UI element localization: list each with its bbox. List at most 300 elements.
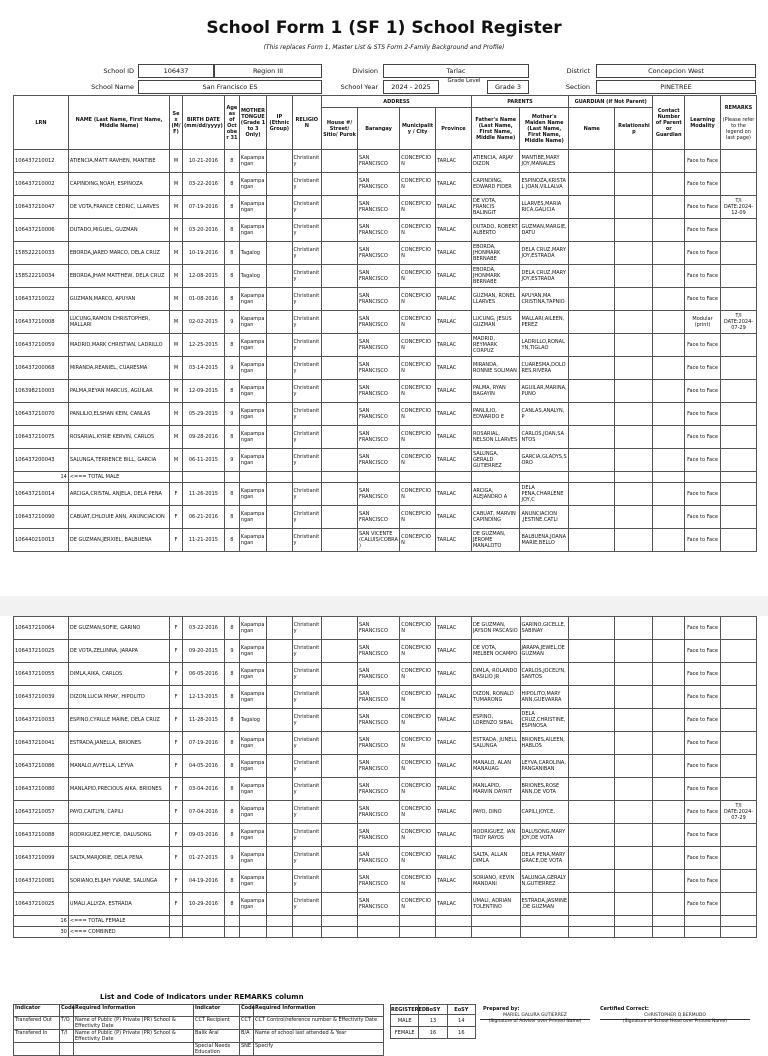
cell-remarks: T/I DATE:2024-07-29 <box>721 801 757 824</box>
cell-age: 8 <box>225 732 240 755</box>
empty-cell <box>720 472 756 483</box>
cell-remarks <box>720 506 756 529</box>
cell-guardian-name <box>569 380 615 403</box>
cell-age: 8 <box>225 709 240 732</box>
cell-province: TARLAC <box>436 893 472 916</box>
cell-province: TARLAC <box>436 265 472 288</box>
indicators-row <box>14 1017 384 1030</box>
cell-ip <box>267 801 292 824</box>
cell-guardian-relationship <box>615 617 653 640</box>
certified-correct-label: Certified Correct: <box>600 1006 649 1012</box>
cell-ip <box>267 529 292 552</box>
cell-mother-tongue: Kapampangan <box>239 288 266 311</box>
cell-barangay: SAN FRANCISCO <box>357 449 399 472</box>
cell-guardian-name <box>569 732 615 755</box>
cell-mother: GARCIA,GLADYS,SORO <box>520 449 569 472</box>
cell-sex: F <box>170 617 183 640</box>
cell-mother: CARLOS,JOCELYN,SANTOS <box>520 663 569 686</box>
empty-cell <box>170 472 183 483</box>
indicators-header-row <box>14 1005 384 1017</box>
cell-guardian-relationship <box>615 403 653 426</box>
form-subtitle: (This replaces Form 1, Master List & STS Form 2-Family Background and Profile) <box>263 44 505 51</box>
cell-mother-tongue: Kapampangan <box>239 196 266 219</box>
cell-father: UMALI, ADRIAN TOLENTINO <box>471 893 520 916</box>
cell-religion: Christianity <box>292 150 322 173</box>
cell-ip <box>267 357 292 380</box>
cell-contact <box>653 709 685 732</box>
table-row <box>14 801 757 824</box>
empty-cell <box>471 927 520 938</box>
cell-sex: M <box>170 242 183 265</box>
cell-remarks <box>720 357 756 380</box>
summary-count: 16 <box>14 916 69 927</box>
cell-age: 8 <box>225 196 240 219</box>
cell-guardian-name <box>569 847 615 870</box>
cell-remarks <box>720 173 756 196</box>
cell-barangay: SAN FRANCISCO <box>357 311 399 334</box>
indicators-cell: Special Needs Education <box>194 1043 240 1056</box>
cell-mother: ANUNCIACION ,JESTINE,CATLI <box>520 506 569 529</box>
empty-cell <box>292 916 322 927</box>
cell-mother: MALLARI,AILEEN,PEREZ <box>520 311 569 334</box>
cell-province: TARLAC <box>436 801 472 824</box>
table-row <box>14 483 757 506</box>
cell-religion: Christianity <box>292 709 322 732</box>
cell-guardian-relationship <box>615 242 653 265</box>
cell-mother-tongue: Kapampangan <box>239 380 266 403</box>
cell-province: TARLAC <box>436 709 472 732</box>
cell-ip <box>267 640 292 663</box>
cell-guardian-name <box>569 150 615 173</box>
cell-guardian-relationship <box>615 732 653 755</box>
cell-birth-date: 01-27-2015 <box>182 847 224 870</box>
table-row <box>14 617 757 640</box>
indicators-cell: SNE <box>240 1043 254 1056</box>
indicators-cell: T/O <box>60 1017 74 1030</box>
cell-lrn: 106437210047 <box>14 196 69 219</box>
cell-mother-tongue: Kapampangan <box>239 686 266 709</box>
cell-mother: DALUSONG,MARY JOY,DE VOTA <box>520 824 569 847</box>
cell-modality: Face to Face <box>685 288 721 311</box>
cell-father: DE GUZMAN, JEROME MANALOTO <box>471 529 520 552</box>
cell-guardian-relationship <box>615 847 653 870</box>
cell-municipality: CONCEPCION <box>400 426 436 449</box>
cell-ip <box>267 150 292 173</box>
cell-remarks <box>720 150 756 173</box>
empty-cell <box>520 472 569 483</box>
cell-mother: GARINO,GICELLE,SABINAY <box>520 617 569 640</box>
empty-cell <box>721 927 757 938</box>
cell-age: 9 <box>225 357 240 380</box>
cell-modality: Face to Face <box>685 449 721 472</box>
cell-lrn: 158522210033 <box>14 242 69 265</box>
cell-religion: Christianity <box>292 357 322 380</box>
cell-province: TARLAC <box>436 686 472 709</box>
cell-sex: F <box>170 663 183 686</box>
cell-modality: Face to Face <box>685 617 721 640</box>
cell-guardian-relationship <box>615 265 653 288</box>
cell-father: DIMLA, ROLANDO BASILIO JR <box>471 663 520 686</box>
cell-province: TARLAC <box>436 506 472 529</box>
cell-modality: Face to Face <box>685 334 721 357</box>
cell-province: TARLAC <box>436 529 472 552</box>
cell-father: PALMA, RYAN BAGAYIN <box>471 380 520 403</box>
stats-cell: FEMALE <box>391 1027 419 1039</box>
cell-province: TARLAC <box>436 778 472 801</box>
cell-guardian-name <box>569 617 615 640</box>
cell-birth-date: 02-02-2015 <box>182 311 224 334</box>
col-address: ADDRESS <box>322 96 472 108</box>
cell-guardian-relationship <box>615 357 653 380</box>
cell-sex: F <box>170 732 183 755</box>
cell-religion: Christianity <box>292 663 322 686</box>
cell-guardian-relationship <box>615 196 653 219</box>
cell-mother: DELA CRUZ,MARY JOY,ESTRADA <box>520 242 569 265</box>
table-row <box>14 265 757 288</box>
cell-ip <box>267 824 292 847</box>
cell-remarks <box>721 778 757 801</box>
empty-cell <box>292 472 322 483</box>
cell-contact <box>653 173 685 196</box>
cell-province: TARLAC <box>436 755 472 778</box>
cell-province: TARLAC <box>436 357 472 380</box>
col-father: Father's Name (Last Name, First Name, Middle Name) <box>471 108 520 150</box>
cell-guardian-relationship <box>615 426 653 449</box>
cell-contact <box>653 288 685 311</box>
cell-father: DE VOTA, FRANCIS BALINGIT <box>471 196 520 219</box>
cell-religion: Christianity <box>292 824 322 847</box>
cell-modality: Face to Face <box>685 483 721 506</box>
table-row <box>14 449 757 472</box>
empty-cell <box>239 916 266 927</box>
table-row <box>14 640 757 663</box>
cell-remarks <box>720 334 756 357</box>
cell-barangay: SAN FRANCISCO <box>358 893 400 916</box>
col-age: Age as of October 31 <box>225 96 240 150</box>
table-row <box>14 847 757 870</box>
empty-cell <box>615 916 653 927</box>
table-row <box>14 150 757 173</box>
indicators-cell: Transfered In <box>14 1030 60 1043</box>
cell-age: 8 <box>225 334 240 357</box>
table-row <box>14 288 757 311</box>
cell-modality: Face to Face <box>685 380 721 403</box>
col-mother: Mother's Maiden Name (Last Name, First Name, Middle Name) <box>520 108 569 150</box>
cell-ip <box>267 663 292 686</box>
cell-sex: F <box>170 506 183 529</box>
cell-municipality: CONCEPCION <box>400 506 436 529</box>
cell-guardian-name <box>569 663 615 686</box>
cell-remarks <box>721 686 757 709</box>
cell-lrn: 106437210064 <box>14 617 69 640</box>
cell-mother: CANLAS,ANALYN,P <box>520 403 569 426</box>
indicators-header-cell: Required Information <box>254 1005 384 1017</box>
cell-barangay: SAN FRANCISCO <box>358 801 400 824</box>
cell-house <box>322 686 358 709</box>
cell-mother-tongue: Kapampangan <box>239 617 266 640</box>
district-value: Concepcion West <box>596 64 756 78</box>
cell-age: 8 <box>225 893 240 916</box>
cell-barangay: SAN FRANCISCO <box>357 483 399 506</box>
cell-religion: Christianity <box>292 426 322 449</box>
cell-father: MANALO, ALAN MANAUAG <box>471 755 520 778</box>
cell-ip <box>267 617 292 640</box>
empty-cell <box>225 916 240 927</box>
cell-age: 8 <box>225 483 240 506</box>
cell-mother: DELA PENA,MARY GRACE,DE VOTA <box>520 847 569 870</box>
cell-father: EBORDA, JHONMARK BERNABE <box>471 242 520 265</box>
cell-ip <box>267 265 292 288</box>
cell-house <box>322 893 358 916</box>
summary-label: <=== COMBINED <box>68 927 169 938</box>
empty-cell <box>569 472 615 483</box>
cell-name: DE VOTA,FRANCE CEDRIC, LLARVES <box>68 196 169 219</box>
cell-lrn: 106437210041 <box>14 732 69 755</box>
cell-father: MADRID, REYMARK CORPUZ <box>471 334 520 357</box>
cell-modality: Face to Face <box>685 357 721 380</box>
cell-province: TARLAC <box>436 732 472 755</box>
cell-mother-tongue: Tagalog <box>239 709 266 732</box>
cell-guardian-relationship <box>615 663 653 686</box>
district-label: District <box>566 67 590 75</box>
table-row <box>14 870 757 893</box>
cell-age: 8 <box>225 173 240 196</box>
cell-guardian-name <box>569 529 615 552</box>
cell-modality: Face to Face <box>685 801 721 824</box>
cell-province: TARLAC <box>436 870 472 893</box>
cell-lrn: 106437210012 <box>14 150 69 173</box>
cell-remarks <box>720 219 756 242</box>
cell-guardian-name <box>569 403 615 426</box>
cell-religion: Christianity <box>292 196 322 219</box>
cell-house <box>322 755 358 778</box>
cell-mother: DELA CRUZ,MARY JOY,ESTRADA <box>520 265 569 288</box>
cell-sex: M <box>170 173 183 196</box>
cell-barangay: SAN FRANCISCO <box>357 426 399 449</box>
cell-municipality: CONCEPCION <box>400 219 436 242</box>
empty-cell <box>358 916 400 927</box>
cell-mother: CUARESMA,DOLORES,RIVERA <box>520 357 569 380</box>
table-row <box>14 732 757 755</box>
cell-modality: Face to Face <box>685 755 721 778</box>
col-province: Province <box>436 108 472 150</box>
cell-remarks <box>721 640 757 663</box>
cell-modality: Face to Face <box>685 242 721 265</box>
cell-municipality: CONCEPCION <box>400 242 436 265</box>
cell-municipality: CONCEPCION <box>400 663 436 686</box>
cell-mother-tongue: Kapampangan <box>239 173 266 196</box>
cell-age: 8 <box>225 426 240 449</box>
school-id-label: School ID <box>103 67 134 75</box>
indicators-cell: Specify <box>254 1043 384 1056</box>
cell-guardian-name <box>569 778 615 801</box>
cell-municipality: CONCEPCION <box>400 617 436 640</box>
registered-stats-table <box>390 1004 476 1039</box>
cell-lrn: 106437210008 <box>14 311 69 334</box>
cell-house <box>322 426 358 449</box>
cell-lrn: 106437210002 <box>14 173 69 196</box>
stats-cell: 13 <box>419 1015 447 1027</box>
cell-age: 8 <box>225 219 240 242</box>
cell-contact <box>653 617 685 640</box>
cell-religion: Christianity <box>292 311 322 334</box>
cell-lrn: 106437210059 <box>14 334 69 357</box>
cell-barangay: SAN FRANCISCO <box>358 709 400 732</box>
cell-mother-tongue: Kapampangan <box>239 529 266 552</box>
cell-barangay: SAN FRANCISCO <box>357 357 399 380</box>
stats-row <box>391 1015 476 1027</box>
cell-contact <box>653 506 685 529</box>
stats-cell: 16 <box>447 1027 475 1039</box>
cell-modality: Face to Face <box>685 778 721 801</box>
cell-house <box>322 483 358 506</box>
cell-remarks <box>721 617 757 640</box>
cell-ip <box>267 778 292 801</box>
empty-cell <box>615 472 653 483</box>
cell-guardian-name <box>569 801 615 824</box>
cell-name: DE VOTA,ZELUNNA, JARAPA <box>68 640 169 663</box>
cell-barangay: SAN FRANCISCO <box>358 617 400 640</box>
cell-contact <box>653 640 685 663</box>
cell-guardian-relationship <box>615 449 653 472</box>
cell-birth-date: 11-28-2015 <box>182 709 224 732</box>
cell-contact <box>653 311 685 334</box>
indicators-header-cell: Code <box>60 1005 74 1017</box>
col-remarks-sub: (Please refer to the legend on last page) <box>722 116 755 141</box>
cell-province: TARLAC <box>436 847 472 870</box>
cell-modality: Modular (print) <box>685 311 721 334</box>
cell-guardian-relationship <box>615 173 653 196</box>
cell-name: SALTA,MARJORIE, DELA PENA <box>68 847 169 870</box>
cell-guardian-name <box>569 709 615 732</box>
cell-barangay: SAN FRANCISCO <box>357 196 399 219</box>
cell-age: 8 <box>225 380 240 403</box>
cell-birth-date: 07-19-2016 <box>182 732 224 755</box>
cell-remarks <box>721 847 757 870</box>
cell-birth-date: 09-03-2016 <box>182 824 224 847</box>
table-row <box>14 506 757 529</box>
cell-barangay: SAN FRANCISCO <box>357 334 399 357</box>
cell-modality: Face to Face <box>685 426 721 449</box>
cell-house <box>322 801 358 824</box>
cell-age: 8 <box>225 824 240 847</box>
cell-father: PAYO, DINO <box>471 801 520 824</box>
cell-religion: Christianity <box>292 380 322 403</box>
cell-father: SALUNGA, GERALD GUTIERREZ <box>471 449 520 472</box>
cell-lrn: 106437210014 <box>14 483 69 506</box>
cell-modality: Face to Face <box>685 663 721 686</box>
cell-name: DE GUZMAN,JERXIEL, BALBUENA <box>68 529 169 552</box>
cell-religion: Christianity <box>292 173 322 196</box>
empty-cell <box>615 927 653 938</box>
indicators-cell <box>14 1043 60 1056</box>
cell-ip <box>267 196 292 219</box>
cell-modality: Face to Face <box>685 529 721 552</box>
cell-barangay: SAN FRANCISCO <box>357 288 399 311</box>
cell-guardian-relationship <box>615 483 653 506</box>
table-row <box>14 357 757 380</box>
cell-municipality: CONCEPCION <box>400 686 436 709</box>
cell-name: EBORDA,JHAM MATTHEW, DELA CRUZ <box>68 265 169 288</box>
cell-province: TARLAC <box>436 617 472 640</box>
cell-guardian-relationship <box>615 801 653 824</box>
region-value: Region III <box>214 64 322 78</box>
cell-contact <box>653 732 685 755</box>
cell-municipality: CONCEPCION <box>400 755 436 778</box>
table-row <box>14 778 757 801</box>
cell-modality: Face to Face <box>685 870 721 893</box>
cell-lrn: 106437210033 <box>14 709 69 732</box>
empty-cell <box>170 916 183 927</box>
cell-municipality: CONCEPCION <box>400 380 436 403</box>
cell-guardian-relationship <box>615 150 653 173</box>
cell-mother: SALUNGA,GERALYN,GUTIERREZ <box>520 870 569 893</box>
cell-age: 8 <box>225 617 240 640</box>
table-row <box>14 334 757 357</box>
cell-birth-date: 07-19-2016 <box>182 196 224 219</box>
cell-age: 9 <box>225 640 240 663</box>
cell-remarks <box>721 663 757 686</box>
cell-guardian-relationship <box>615 334 653 357</box>
cell-mother: LEYVA,CAROLINA,PANGANIBAN <box>520 755 569 778</box>
cell-name: LUCUNG,RAMON CHRISTOPHER, MALLARI <box>68 311 169 334</box>
cell-sex: M <box>170 219 183 242</box>
cell-religion: Christianity <box>292 265 322 288</box>
cell-mother: ESTRADA,JASMINE,DE GUZMAN <box>520 893 569 916</box>
cell-house <box>322 824 358 847</box>
cell-guardian-relationship <box>615 709 653 732</box>
cell-house <box>322 663 358 686</box>
register-table-page-2 <box>13 616 757 938</box>
empty-cell <box>436 472 472 483</box>
cell-ip <box>267 755 292 778</box>
cell-modality: Face to Face <box>685 196 721 219</box>
cell-name: PANLILIO,ELSHAN KEIN, CANLAS <box>68 403 169 426</box>
cell-barangay: SAN FRANCISCO <box>357 380 399 403</box>
cell-municipality: CONCEPCION <box>400 173 436 196</box>
indicators-cell <box>74 1043 194 1056</box>
cell-guardian-relationship <box>615 288 653 311</box>
cell-age: 8 <box>225 801 240 824</box>
cell-name: DIMLA,AIKA, CARLOS <box>68 663 169 686</box>
cell-name: PALMA,REYAN MARCUS, AGUILAR <box>68 380 169 403</box>
cell-lrn: 106437210088 <box>14 824 69 847</box>
cell-father: DE VOTA, MELBEN OCAMPO <box>471 640 520 663</box>
cell-lrn: 106437210086 <box>14 755 69 778</box>
cell-religion: Christianity <box>292 801 322 824</box>
cell-remarks <box>720 403 756 426</box>
cell-municipality: CONCEPCION <box>400 893 436 916</box>
cell-province: TARLAC <box>436 334 472 357</box>
cell-age: 8 <box>225 755 240 778</box>
cell-ip <box>267 288 292 311</box>
cell-province: TARLAC <box>436 288 472 311</box>
cell-guardian-name <box>569 311 615 334</box>
cell-province: TARLAC <box>436 640 472 663</box>
cell-contact <box>653 847 685 870</box>
cell-guardian-name <box>569 357 615 380</box>
col-remarks <box>720 96 756 150</box>
cell-father: ROSARIAL, NELSON LLARVES <box>471 426 520 449</box>
cell-father: MIRANDA, RONNIE SOLIMAN <box>471 357 520 380</box>
empty-cell <box>400 927 436 938</box>
cell-sex: F <box>170 824 183 847</box>
cell-religion: Christianity <box>292 449 322 472</box>
cell-remarks <box>720 242 756 265</box>
school-head-caption: (Signature of School Head over Printed Name) <box>622 1019 728 1024</box>
cell-house <box>322 150 358 173</box>
col-religion: RELIGION <box>292 96 322 150</box>
